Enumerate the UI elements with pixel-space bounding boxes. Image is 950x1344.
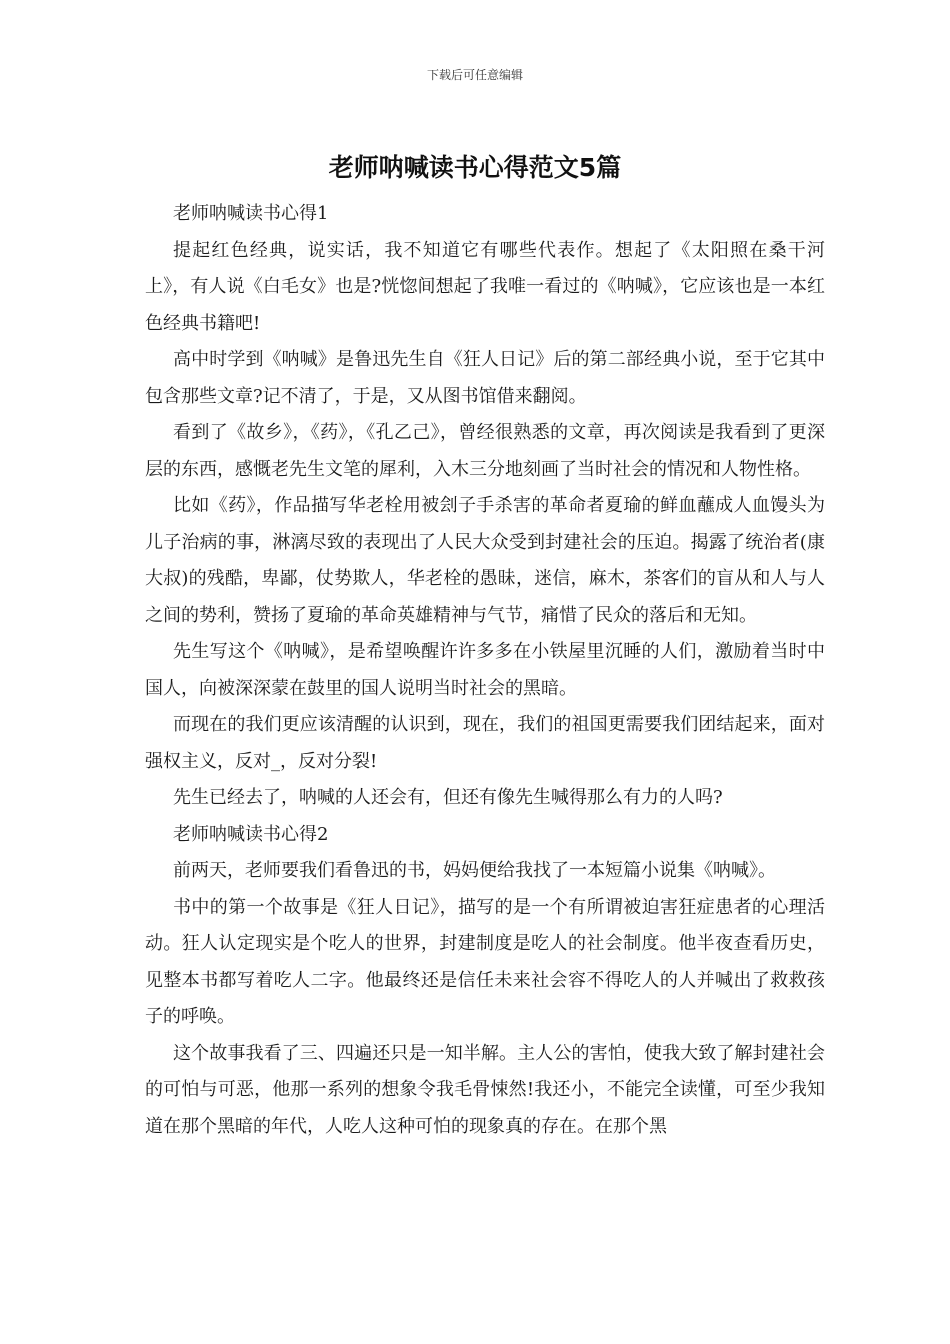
header-note: 下载后可任意编辑	[426, 68, 523, 82]
paragraph: 先生已经去了，呐喊的人还会有，但还有像先生喊得那么有力的人吗?	[173, 787, 723, 808]
document-body	[145, 196, 825, 1145]
paragraph: 提起红色经典，说实话，我不知道它有哪些代表作。想起了《太阳照在桑干河上》，有人说《白毛女》也是?恍惚间想起了我唯一看过的《呐喊》，它应该也是一本红色经典书籍吧!	[145, 239, 825, 334]
paragraph: 看到了《故乡》，《药》，《孔乙己》，曾经很熟悉的文章，再次阅读是我看到了更深层的东西，感慨老先生文笔的犀利，入木三分地刻画了当时社会的情况和人物性格。	[145, 422, 825, 480]
paragraph: 先生写这个《呐喊》，是希望唤醒许许多多在小铁屋里沉睡的人们，激励着当时中国人，向被深深蒙在鼓里的国人说明当时社会的黑暗。	[145, 641, 825, 699]
paragraph: 而现在的我们更应该清醒的认识到，现在，我们的祖国更需要我们团结起来，面对强权主义，反对_，反对分裂!	[145, 714, 825, 772]
section-heading-1: 老师呐喊读书心得1	[173, 203, 329, 224]
paragraph: 比如《药》，作品描写华老栓用被刽子手杀害的革命者夏瑜的鲜血蘸成人血馒头为儿子治病的事，淋漓尽致的表现出了人民大众受到封建社会的压迫。揭露了统治者(康大叔)的残酷，卑鄙，仗势欺人，华老栓的愚昧，迷信，麻木，茶客们的盲从和人与人之间的势利，赞扬了夏瑜的革命英雄精神与气节，痛惜了民众的落后和无知。	[145, 495, 825, 626]
paragraph: 高中时学到《呐喊》是鲁迅先生自《狂人日记》后的第二部经典小说，至于它其中包含那些文章?记不清了，于是，又从图书馆借来翻阅。	[145, 349, 825, 407]
paragraph: 这个故事我看了三、四遍还只是一知半解。主人公的害怕，使我大致了解封建社会的可怕与可恶，他那一系列的想象令我毛骨悚然!我还小，不能完全读懂，可至少我知道在那个黑暗的年代，人吃人这种可怕的现象真的存在。在那个黑	[145, 1042, 825, 1137]
document-title: 老师呐喊读书心得范文5篇	[328, 153, 622, 182]
section-heading-2: 老师呐喊读书心得2	[173, 823, 329, 845]
paragraph: 前两天，老师要我们看鲁迅的书，妈妈便给我找了一本短篇小说集《呐喊》。	[173, 860, 776, 881]
paragraph: 书中的第一个故事是《狂人日记》，描写的是一个有所谓被迫害狂症患者的心理活动。狂人认定现实是个吃人的世界，封建制度是吃人的社会制度。他半夜查看历史，见整本书都写着吃人二字。他最终还是信任未来社会容不得吃人的人并喊出了救救孩子的呼唤。	[145, 896, 825, 1027]
